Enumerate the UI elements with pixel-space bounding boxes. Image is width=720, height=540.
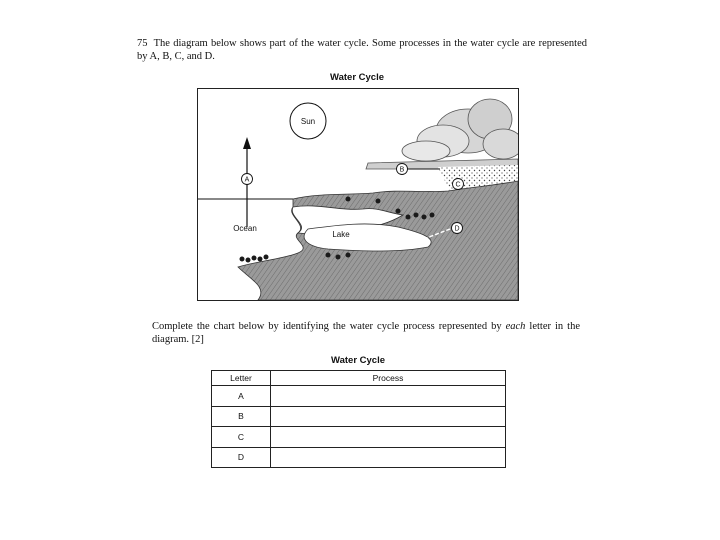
instruction-text — [152, 321, 580, 346]
table-header-row — [212, 371, 506, 386]
process-answer-cell[interactable] — [271, 447, 506, 468]
lake-label: Lake — [332, 230, 350, 239]
sun-label: Sun — [300, 117, 316, 126]
row-letter: B — [212, 406, 271, 427]
table-row — [212, 386, 506, 407]
marker-b-label: B — [399, 166, 405, 174]
row-letter: C — [212, 427, 271, 448]
water-cycle-diagram — [197, 88, 519, 301]
diagram-title: Water Cycle — [329, 72, 385, 83]
chart-title: Water Cycle — [330, 355, 386, 366]
marker-c — [453, 179, 464, 190]
header-process: Process — [271, 371, 506, 386]
answer-table — [211, 370, 506, 468]
instruction-part-2: letter in the diagram. [2] — [152, 321, 580, 345]
instruction-emphasis: each — [505, 321, 526, 332]
marker-a-label: A — [244, 176, 250, 184]
cloud-shape — [366, 99, 518, 169]
table-row — [212, 447, 506, 468]
marker-a — [242, 174, 253, 185]
process-answer-cell[interactable] — [271, 386, 506, 407]
table-row — [212, 427, 506, 448]
marker-d — [452, 223, 463, 234]
table-row — [212, 406, 506, 427]
question-body: The diagram below shows part of the water cycle. Some processes in the water cycle are represented by A, B, C, and D. — [137, 38, 588, 62]
header-letter: Letter — [212, 371, 271, 386]
instruction-part-1: Complete the chart below by identifying the water cycle process represented by — [152, 321, 506, 332]
process-answer-cell[interactable] — [271, 427, 506, 448]
marker-c-label: C — [455, 181, 461, 189]
process-answer-cell[interactable] — [271, 406, 506, 427]
question-text — [137, 38, 587, 63]
row-letter: D — [212, 447, 271, 468]
marker-d-label: D — [454, 225, 460, 233]
marker-b — [397, 164, 408, 175]
question-number: 75 — [137, 38, 148, 49]
water-cycle-illustration — [198, 89, 518, 300]
ocean-label: Ocean — [233, 224, 257, 233]
row-letter: A — [212, 386, 271, 407]
arrow-a-head — [243, 137, 251, 149]
